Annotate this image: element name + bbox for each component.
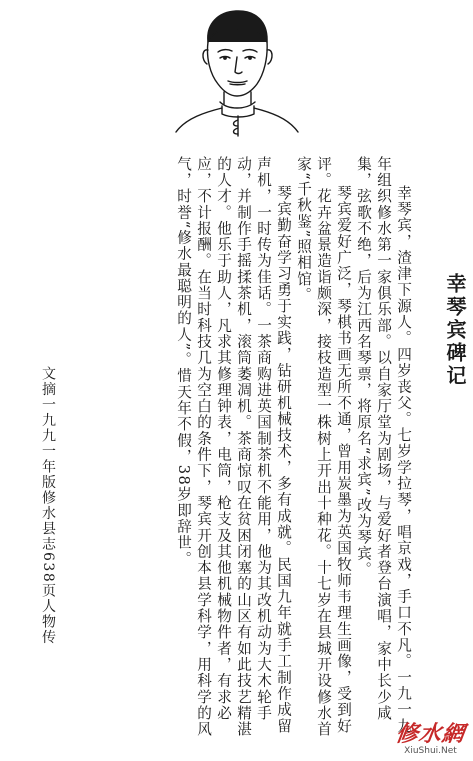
portrait-illustration xyxy=(166,2,308,137)
document-title: 幸琴宾碑记 xyxy=(443,273,467,388)
paragraph: 琴宾爱好广泛，琴棋书画无所不通，曾用炭墨为英国牧师韦理生画像，受到好评。花卉盆景造诣颇深，接枝造型一株树上开出十种花。十七岁在县城开设修水首家“千秋鉴”照相馆。 xyxy=(295,156,352,738)
watermark xyxy=(396,722,465,757)
document-body xyxy=(13,156,413,748)
source-citation: 文摘一九九一年版修水县志638页人物传 xyxy=(40,366,56,646)
watermark-logo: 修水網 xyxy=(394,721,467,747)
paragraph: 幸琴宾，渣津下源人。四岁丧父。七岁学拉琴，唱京戏，手口不凡。一九一九年组织修水第一家俱乐部。以自家厅堂为剧场，与爱好者登台演唱，家中长少咸集，弦歌不绝，后为江西名琴票，将原名“求宾”改为琴宾。 xyxy=(355,156,412,735)
watermark-url: XiuShui.Net xyxy=(404,746,457,756)
paragraph: 琴宾勤奋学习勇于实践，钻研机械技术，多有成就。民国九年就手工制作成留声机，一时传为佳话。一茶商购进英国制茶机不能用，他为其改机动为大木轮手动，并制作手摇揉茶机，滚筒萎凋机。茶商惊叹在贫困闭塞的山区有如此技艺精湛的人才。他乐于助人，凡求其修理钟表，电筒，枪支及其他机械物件者，有求必应，不计报酬。在当时科技几为空白的条件下，琴宾开创本县学科学，用科学的风气，时誉“修水最聪明的人”。惜天年不假，38岁即辞世。 xyxy=(175,156,292,738)
